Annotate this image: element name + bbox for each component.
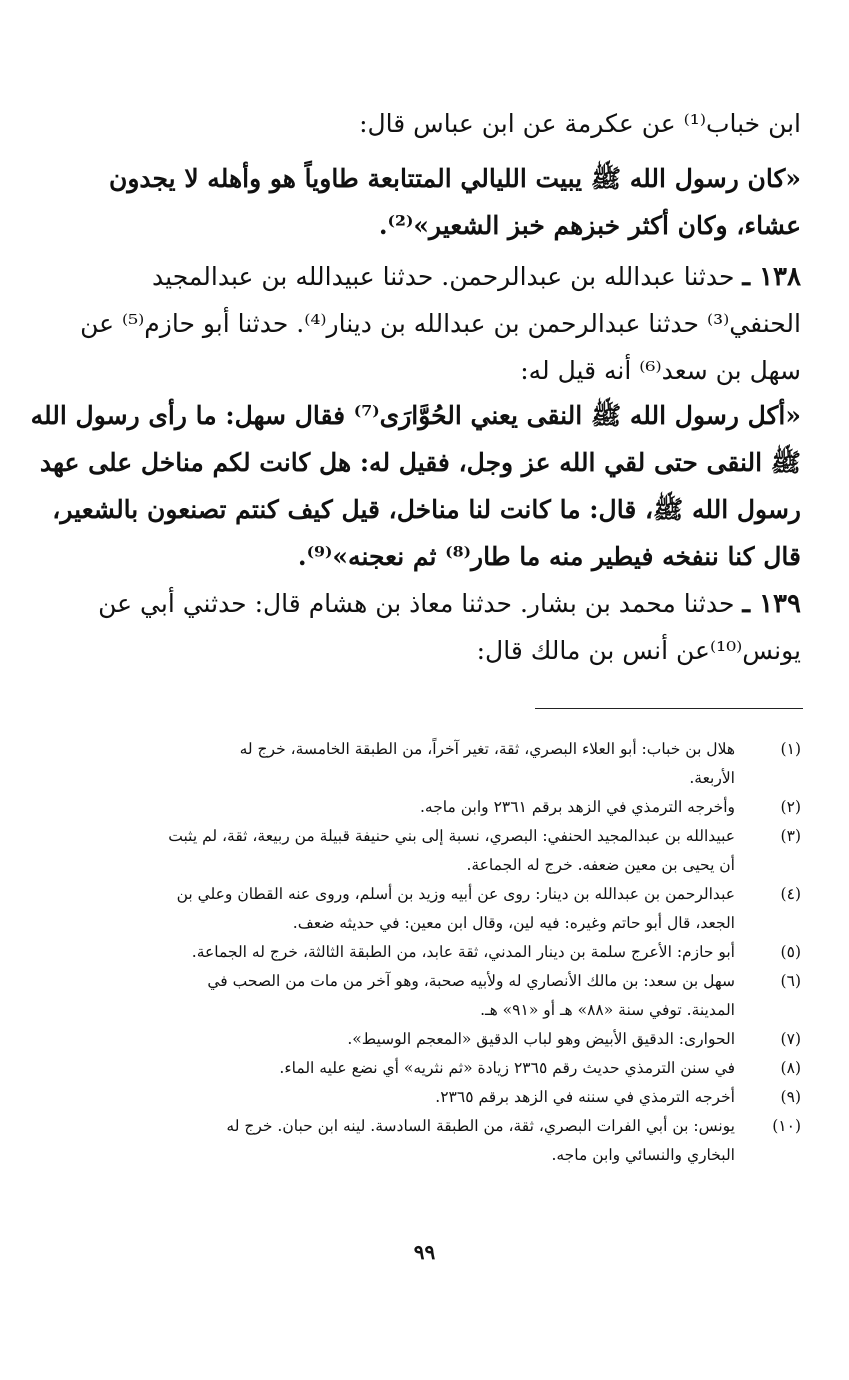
intro-paragraph [100,100,801,147]
footnote-line: المدينة. توفي سنة «٨٨» هـ أو «٩١» هـ. [480,1001,735,1019]
quote-line: «أكل رسول الله ﷺ النقى يعني الحُوَّارَى⁽⁷⁾ فقال سهل: ما رأى رسول الله [30,401,801,430]
text-line: ١٣٨ ـ حدثنا عبدالله بن عبدالرحمن. حدثنا عبيدالله بن عبدالمجيد [152,262,801,292]
footnote-line: أبو حازم: الأعرج سلمة بن دينار المدني، ثقة عابد، من الطبقة الثالثة، خرج له الجماعة. [191,943,735,961]
footnote-line: سهل بن سعد: بن مالك الأنصاري له ولأبيه صحبة، وهو آخر من مات من الصحب في [207,972,735,990]
footnote-line: عبيدالله بن عبدالمجيد الحنفي: البصري، نسبة إلى بني حنيفة قبيلة من ربيعة، ثقة، لم يثبت [168,827,735,845]
hadith-137-quote [100,155,801,249]
footnote-line: أخرجه الترمذي في سننه في الزهد برقم ٢٣٦٥. [435,1088,735,1106]
footnote-line: هلال بن خباب: أبو العلاء البصري، ثقة، تغير آخراً، من الطبقة الخامسة، خرج له [239,740,735,758]
footnote [100,1083,801,1112]
footnote-number: (٨) [780,1059,801,1077]
quote-line: قال كنا ننفخه فيطير منه ما طار⁽⁸⁾ ثم نعجنه»⁽⁹⁾. [297,542,801,571]
footnote-line: عبدالرحمن بن عبدالله بن دينار: روى عن أبيه وزيد بن أسلم، وروى عنه القطان وعلي بن [176,885,735,903]
hadith-138-quote [30,392,801,580]
footnote [100,1054,801,1083]
hadith-139-isnad [100,580,801,674]
text-line: سهل بن سعد⁽⁶⁾ أنه قيل له: [520,356,801,385]
footnote-number: (١٠) [772,1117,801,1135]
footnote [100,822,801,880]
footnote-number: (٦) [780,972,801,990]
hadith-138-isnad [80,253,801,394]
footnote-number: (٤) [780,885,801,903]
footnote [100,1025,801,1054]
hadith-number: ١٣٨ ـ [742,262,801,292]
footnote-line: يونس: بن أبي الفرات البصري، ثقة، من الطبقة السادسة. لينه ابن حبان. خرج له [226,1117,735,1135]
text-line: ١٣٩ ـ حدثنا محمد بن بشار. حدثنا معاذ بن هشام قال: حدثني أبي عن [98,589,801,619]
footnote-number: (٧) [780,1030,801,1048]
footnote-line: البخاري والنسائي وابن ماجه. [551,1146,735,1164]
footnote-line: وأخرجه الترمذي في الزهد برقم ٢٣٦١ وابن ماجه. [419,798,735,816]
text-line: ابن خباب⁽¹⁾ عن عكرمة عن ابن عباس قال: [359,109,801,138]
footnote [100,880,801,938]
footnote-number: (١) [780,740,801,758]
text-line: يونس⁽¹⁰⁾عن أنس بن مالك قال: [476,636,801,665]
quote-line: ﷺ النقى حتى لقي الله عز وجل، فقيل له: هل كانت لكم مناخل على عهد [39,448,801,477]
quote-line: «كان رسول الله ﷺ يبيت الليالي المتتابعة طاوياً هو وأهله لا يجدون [108,164,801,193]
footnote-number: (٩) [780,1088,801,1106]
footnote-line: أن يحيى بن معين ضعفه. خرج له الجماعة. [466,856,735,874]
footnotes [100,735,801,1170]
footnote-line: الجعد، قال أبو حاتم وغيره: فيه لين، وقال ابن معين: في حديثه ضعف. [292,914,735,932]
footnote-line: الحوارى: الدقيق الأبيض وهو لباب الدقيق «المعجم الوسيط». [347,1030,735,1048]
footnote [100,793,801,822]
text-line: الحنفي⁽³⁾ حدثنا عبدالرحمن بن عبدالله بن دينار⁽⁴⁾. حدثنا أبو حازم⁽⁵⁾ عن [80,309,801,338]
footnote [100,1112,801,1170]
footnote-number: (٣) [780,827,801,845]
footnote-separator [535,708,803,709]
footnote-line: في سنن الترمذي حديث رقم ٢٣٦٥ زيادة «ثم نثريه» أي نضع عليه الماء. [279,1059,735,1077]
quote-line: رسول الله ﷺ، قال: ما كانت لنا مناخل، قيل كيف كنتم تصنعون بالشعير، [52,495,801,524]
footnote-line: الأربعة. [689,769,735,787]
footnote-number: (٥) [780,943,801,961]
footnote [100,967,801,1025]
footnote [100,735,801,793]
hadith-number: ١٣٩ ـ [742,589,801,619]
footnote [100,938,801,967]
footnote-number: (٢) [780,798,801,816]
page-number: ٩٩ [413,1240,436,1264]
quote-line: عشاء، وكان أكثر خبزهم خبز الشعير»⁽²⁾. [378,211,801,240]
